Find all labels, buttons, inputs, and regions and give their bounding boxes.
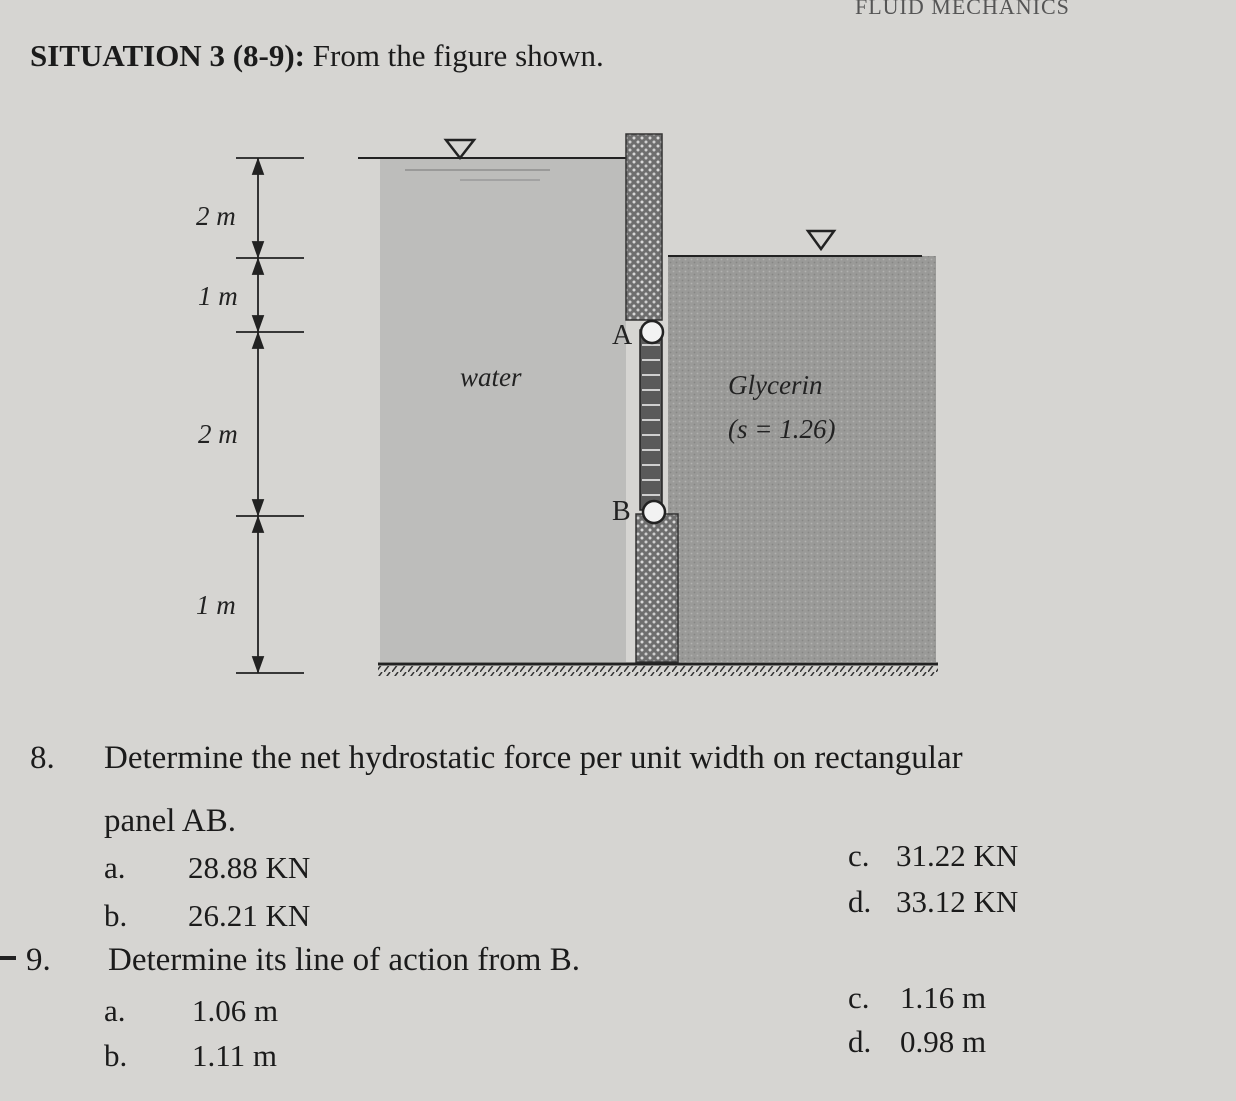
hinge-b (643, 501, 665, 523)
q8-option-d-value: 33.12 KN (896, 884, 1019, 919)
water-label: water (460, 362, 522, 392)
q9-option-d-value: 0.98 m (900, 1024, 987, 1059)
q8-option-c-value: 31.22 KN (896, 838, 1019, 873)
q9-option-d-letter: d. (848, 1024, 872, 1059)
glycerin-surface-triangle (808, 231, 834, 249)
q8-option-a-value: 28.88 KN (188, 850, 311, 885)
dim-label-2: 1 m (198, 281, 238, 311)
glycerin-label: Glycerin (728, 370, 823, 400)
dim-label-3: 2 m (198, 419, 238, 449)
wall-lower (636, 514, 678, 662)
q8-option-b-letter: b. (104, 898, 128, 933)
q9-option-b-letter: b. (104, 1038, 128, 1073)
water-region (380, 158, 626, 662)
q8-option-b-value: 26.21 KN (188, 898, 311, 933)
corner-header: FLUID MECHANICS (855, 0, 1070, 19)
q9-option-b-value: 1.11 m (192, 1038, 277, 1073)
situation-text: From the figure shown. (312, 38, 604, 73)
water-surface-triangle (446, 140, 474, 158)
glycerin-sg-label: (s = 1.26) (728, 414, 836, 444)
q9-number: 9. (26, 942, 51, 978)
q8-number: 8. (30, 740, 55, 776)
q9-option-c-letter: c. (848, 980, 870, 1015)
hinge-a (641, 321, 663, 343)
situation-label: SITUATION 3 (8-9): (30, 38, 305, 73)
q8-option-a-letter: a. (104, 850, 126, 885)
q9-option-a-value: 1.06 m (192, 993, 279, 1028)
q8-text-line2: panel AB. (104, 803, 236, 839)
point-b-label: B (612, 496, 631, 527)
glycerin-region (668, 256, 936, 662)
q9-text-line1: Determine its line of action from B. (108, 942, 580, 978)
q8-option-d-letter: d. (848, 884, 872, 919)
dim-label-4: 1 m (196, 590, 236, 620)
margin-dash-mark (0, 956, 16, 960)
q8-text-line1: Determine the net hydrostatic force per unit width on rectangular (104, 740, 963, 776)
q8-option-c-letter: c. (848, 838, 870, 873)
q9-option-c-value: 1.16 m (900, 980, 987, 1015)
q9-option-a-letter: a. (104, 993, 126, 1028)
point-a-label: A (612, 320, 633, 351)
wall-upper (626, 134, 662, 320)
dim-label-1: 2 m (196, 201, 236, 231)
